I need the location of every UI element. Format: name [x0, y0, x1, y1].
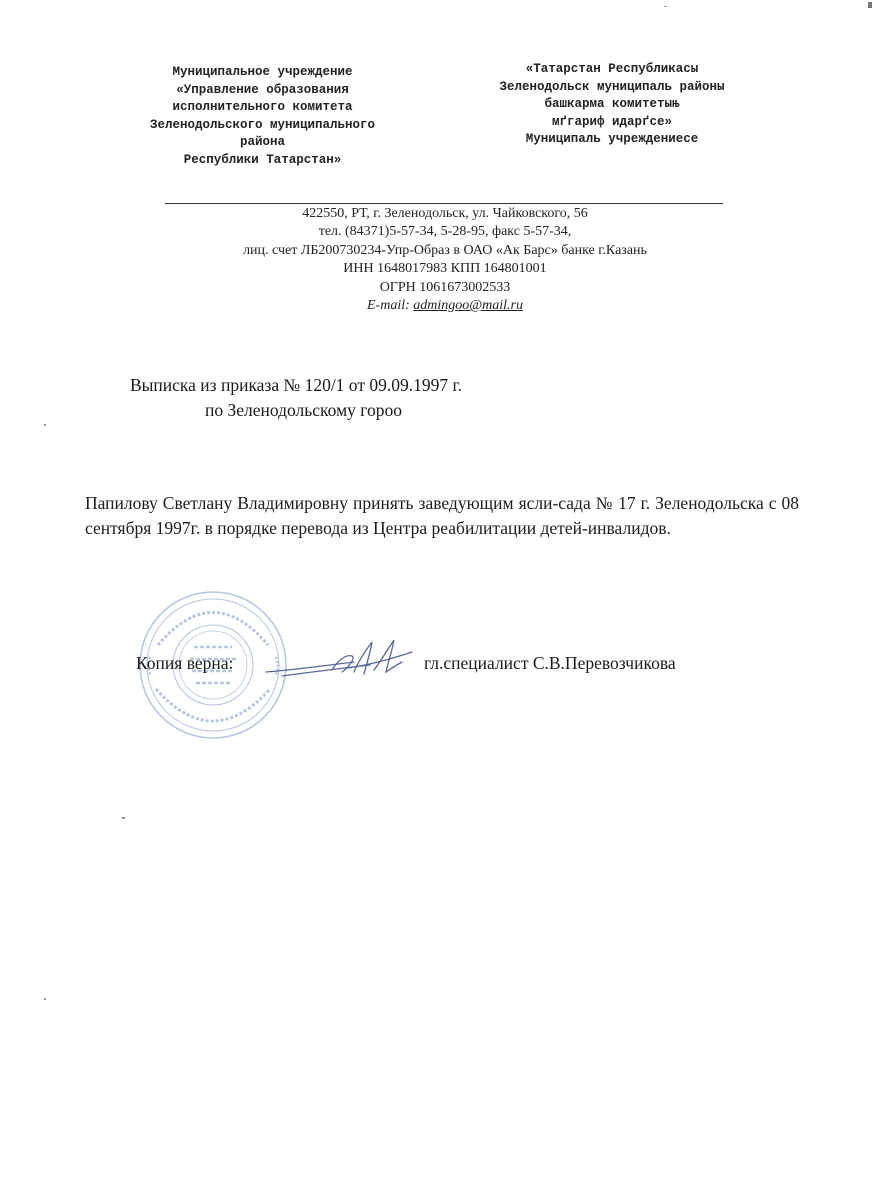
scan-speck [44, 998, 46, 1000]
header-left-line-6: Республики Татарстан» [183, 152, 342, 167]
email-label: E-mail: [367, 298, 414, 314]
header-divider [165, 203, 723, 204]
header-right-line-5: Муниципаль учреждениесе [525, 132, 699, 146]
header-right-block [462, 61, 762, 149]
header-left-line-1: Муниципальное учреждение [172, 65, 353, 79]
extract-subtitle: по Зеленодольскому гороо [205, 400, 403, 420]
extract-title: Выписка из приказа № 120/1 от 09.09.1997 г. [130, 375, 463, 395]
scan-speck [44, 424, 46, 426]
header-left-line-4: Зеленодольского муниципального [149, 117, 376, 132]
header-right-line-3: башкарма комитетыњ [544, 97, 680, 111]
contact-address: 422550, РТ, г. Зеленодольск, ул. Чайковского, 56 [302, 206, 588, 221]
contact-email-row [185, 297, 705, 315]
contact-tax-ids: ИНН 1648017983 КПП 164801001 [343, 261, 547, 277]
header-right-line-4: мґгариф идарґсе» [551, 114, 673, 129]
header-left-line-2: «Управление образования [176, 82, 349, 97]
contact-ogrn: ОГРН 1061673002533 [379, 279, 511, 295]
contacts-block [185, 205, 705, 315]
scan-edge [868, 2, 872, 8]
contact-phones: тел. (84371)5-57-34, 5-28-95, факс 5-57-34, [318, 224, 572, 240]
email-link[interactable]: admingoo@mail.ru [413, 298, 523, 314]
header-right-line-2: Зеленодольск муниципаль районы [499, 79, 725, 94]
header-left-line-3: исполнительного комитета [172, 100, 353, 114]
scan-speck [664, 6, 667, 7]
contact-account: лиц. счет ЛБ200730234-Упр-Образ в ОАО «Ак Барс» банке г.Казань [243, 242, 647, 258]
header-right-line-1: «Татарстан Республикасы [525, 62, 699, 76]
header-left-block [95, 64, 430, 169]
order-body-text: Папилову Светлану Владимировну принять заведующим ясли-сада № 17 г. Зеленодольска с 08 сентября 1997г. в порядке перевода из Центра реабилитации детей-инвалидов. [85, 493, 799, 538]
header-left-line-5: района [239, 135, 285, 149]
handwritten-signature-graphic [262, 632, 422, 692]
scan-speck [122, 817, 125, 819]
signer-name: гл.специалист С.В.Перевозчикова [424, 653, 676, 673]
copy-verified-label: Копия верна: [136, 653, 234, 673]
